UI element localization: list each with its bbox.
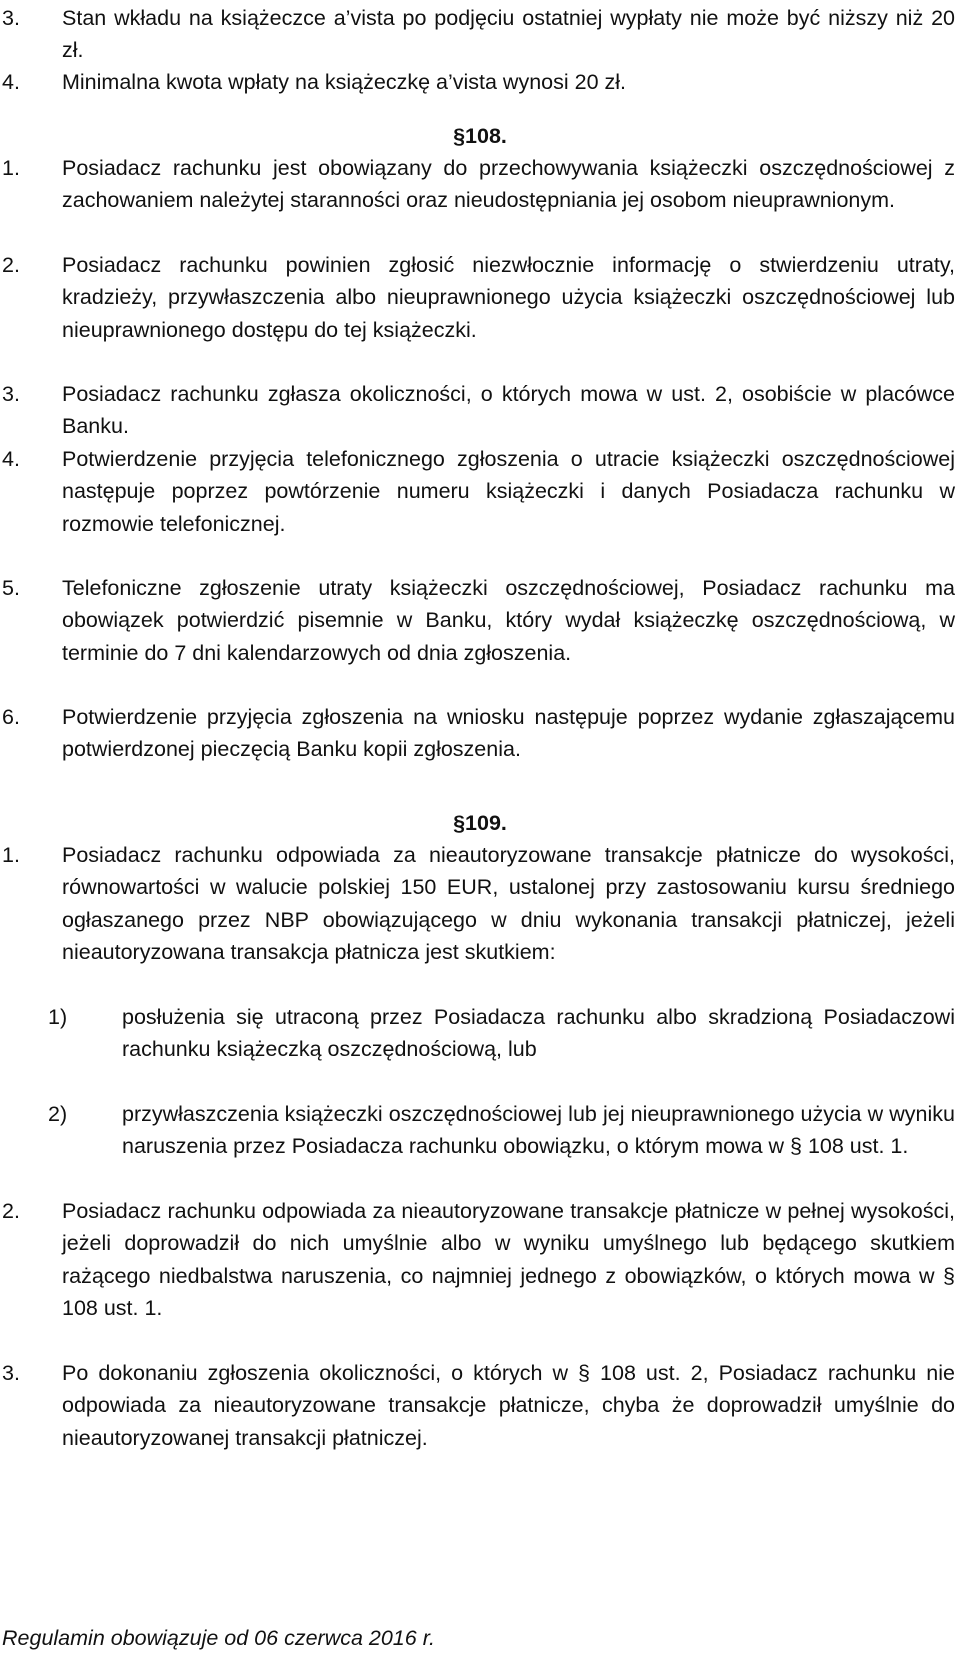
section-heading-108: §108. [453, 124, 507, 148]
item-text: Potwierdzenie przyjęcia telefonicznego zgłoszenia o utracie książeczki oszczędnościowej następuje poprzez powtórzenie numeru książeczki i danych Posiadacza rachunku w rozmowie telefonicznej. [62, 447, 955, 536]
item-text: Posiadacz rachunku jest obowiązany do przechowywania książeczki oszczędnościowej z zachowaniem należytej staranności oraz nieudostępniania jej osobom nieuprawnionym. [62, 156, 955, 213]
item-text: Posiadacz rachunku zgłasza okoliczności, o których mowa w ust. 2, osobiście w placówce Banku. [62, 382, 955, 439]
item-number: 6. [2, 705, 20, 729]
subitem-text: posłużenia się utraconą przez Posiadacza rachunku albo skradzioną Posiadaczowi rachunku książeczką oszczędnościową, lub [122, 1005, 955, 1062]
item-text: Posiadacz rachunku odpowiada za nieautoryzowane transakcje płatnicze do wysokości, równowartości w walucie polskiej 150 EUR, ustalonej przy zastosowaniu kursu średniego ogłaszanego przez NBP obowiązującego w dniu wykonania transakcji płatniczej, jeżeli nieautoryzowana transakcja płatnicza jest skutkiem: [62, 843, 955, 964]
item-text: Minimalna kwota wpłaty na książeczkę a’vista wynosi 20 zł. [62, 70, 627, 94]
section-heading-109: §109. [453, 811, 507, 835]
item-text: Telefoniczne zgłoszenie utraty książeczki oszczędnościowej, Posiadacz rachunku ma obowiązek potwierdzić pisemnie w Banku, który wydał książeczkę oszczędnościową, w terminie do 7 dni kalendarzowych od dnia zgłoszenia. [62, 576, 955, 665]
item-text: Potwierdzenie przyjęcia zgłoszenia na wniosku następuje poprzez wydanie zgłaszającemu potwierdzonej pieczęcią Banku kopii zgłoszenia. [62, 705, 955, 762]
item-number: 1. [2, 156, 20, 180]
item-text: Posiadacz rachunku powinien zgłosić niezwłocznie informację o stwierdzeniu utraty, kradzieży, przywłaszczenia albo nieuprawnionego użycia książeczki oszczędnościowej lub nieuprawnionego dostępu do tej książeczki. [62, 253, 955, 342]
subitem-text: przywłaszczenia książeczki oszczędnościowej lub jej nieuprawnionego użycia w wyniku naruszenia przez Posiadacza rachunku obowiązku, o którym mowa w § 108 ust. 1. [122, 1102, 955, 1159]
item-text: Posiadacz rachunku odpowiada za nieautoryzowane transakcje płatnicze w pełnej wysokości, jeżeli doprowadził do nich umyślnie albo w wyniku umyślnego lub będącego skutkiem rażącego niedbalstwa naruszenia, co najmniej jednego z obowiązków, o których mowa w § 108 ust. 1. [62, 1199, 955, 1320]
item-number: 2. [2, 253, 20, 277]
item-text: Stan wkładu na książeczce a’vista po podjęciu ostatniej wypłaty nie może być niższy niż 20 zł. [62, 6, 955, 63]
subitem-number: 2) [48, 1102, 68, 1126]
item-text: Po dokonaniu zgłoszenia okoliczności, o których w § 108 ust. 2, Posiadacz rachunku nie odpowiada za nieautoryzowane transakcje płatnicze, chyba że doprowadził umyślnie do nieautoryzowanej transakcji płatniczej. [62, 1361, 955, 1450]
item-number: 3. [2, 1361, 20, 1385]
item-number: 3. [2, 6, 20, 30]
subitem-number: 1) [48, 1005, 68, 1029]
item-number: 3. [2, 382, 20, 406]
item-number: 4. [2, 447, 20, 471]
footer-effective-date: Regulamin obowiązuje od 06 czerwca 2016 r. [2, 1626, 436, 1650]
item-number: 5. [2, 576, 20, 600]
item-number: 4. [2, 70, 20, 94]
item-number: 1. [2, 843, 20, 867]
item-number: 2. [2, 1199, 20, 1223]
